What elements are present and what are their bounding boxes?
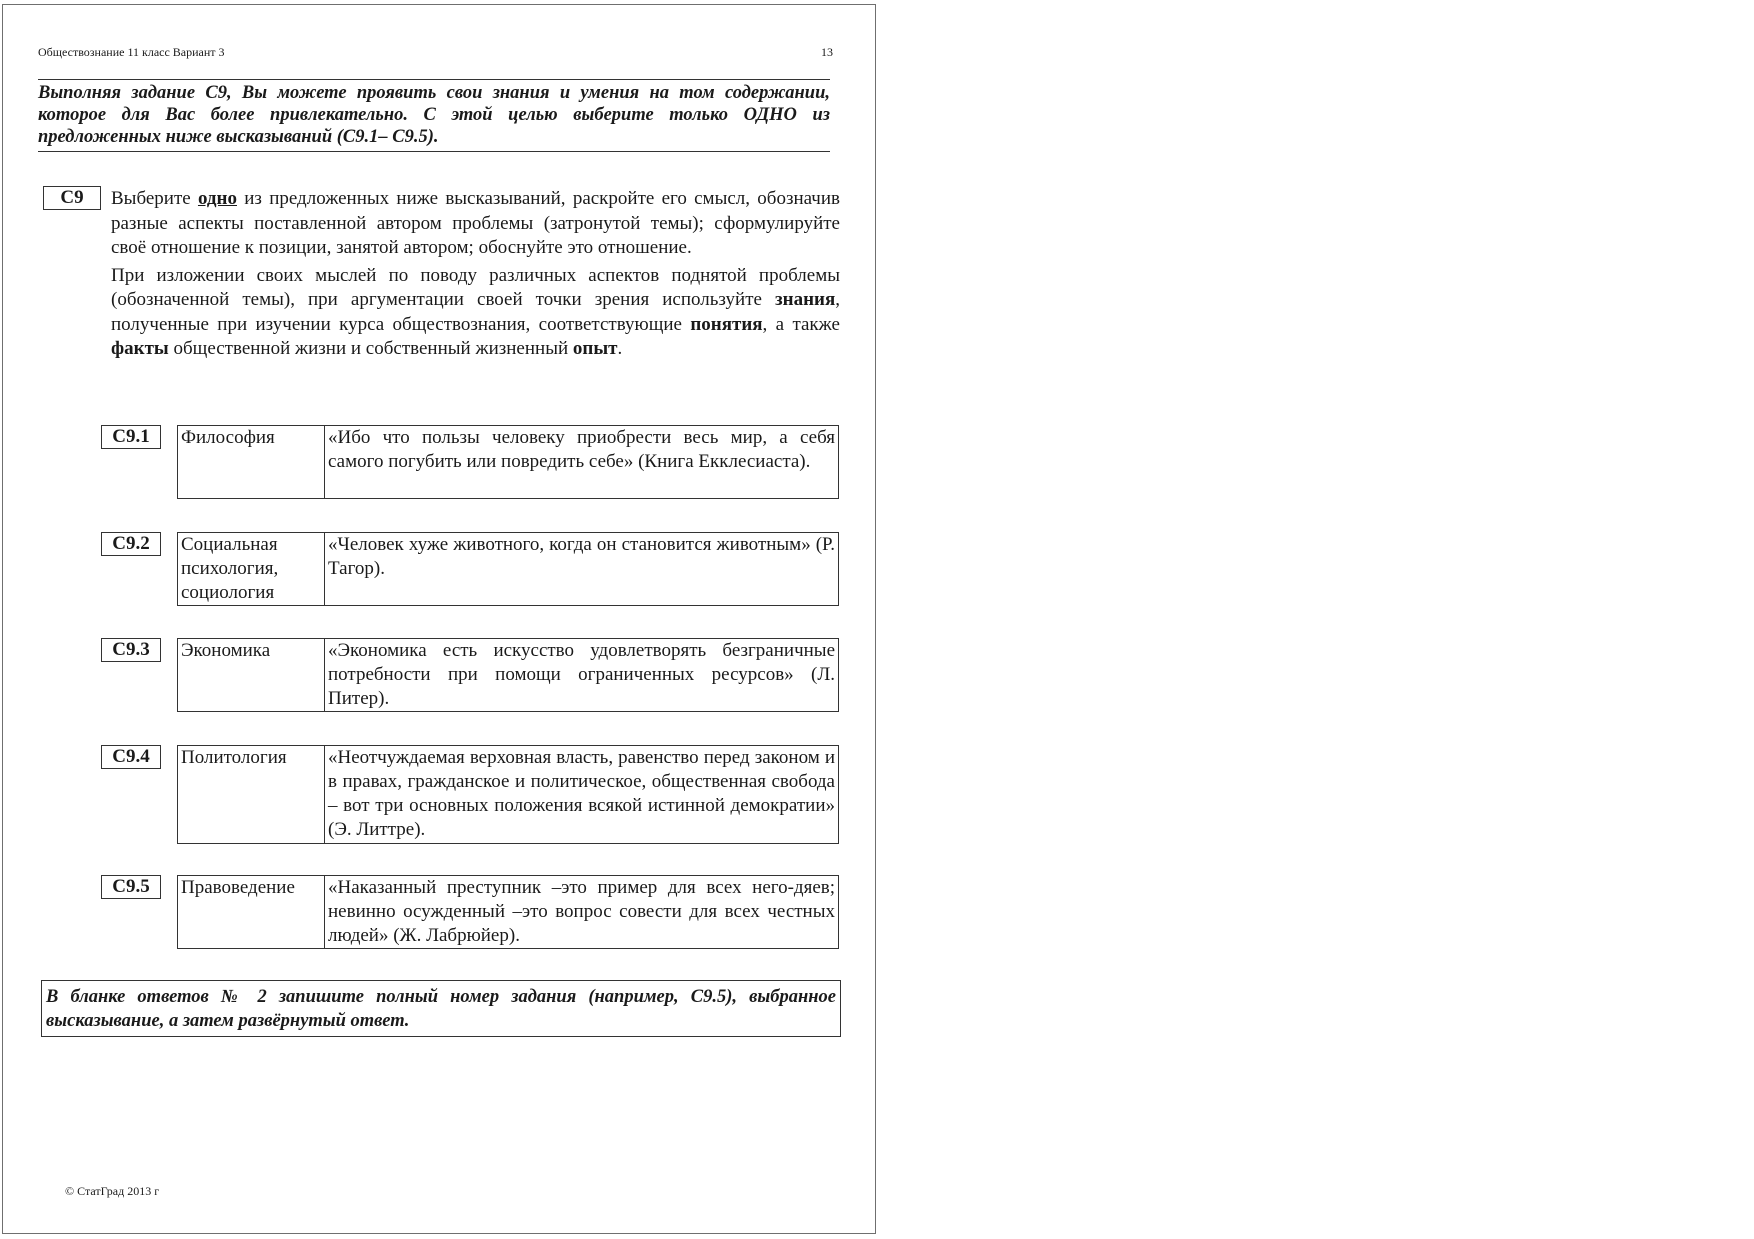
task-c9-1-label: С9.1 — [101, 425, 161, 449]
emphasis-experience: опыт — [572, 338, 618, 359]
text-fragment: общественной жизни и собственный жизненный — [168, 338, 573, 359]
task-quote: «Человек хуже животного, когда он становится животным» (Р. Тагор). — [325, 533, 839, 606]
text-fragment: , а также — [762, 313, 840, 335]
task-c9-3-label: С9.3 — [101, 638, 161, 662]
task-c9-label: С9 — [43, 186, 101, 210]
task-c9-1-table — [177, 425, 839, 499]
table-row — [178, 533, 839, 606]
task-subject: Экономика — [178, 639, 325, 712]
task-c9-2-label: С9.2 — [101, 532, 161, 556]
task-subject: Философия — [178, 426, 325, 499]
task-c9-4-label: С9.4 — [101, 745, 161, 769]
task-subject: Правоведение — [178, 876, 325, 949]
page-header-title: Обществознание 11 класс Вариант 3 — [38, 45, 225, 59]
text-fragment: , полученные при изучении курса обществознания, соответствующие — [111, 289, 840, 335]
task-quote: «Неотчуждаемая верховная власть, равенство перед законом и в правах, гражданское и политическое, общественная свобода – вот три основных положения всякой истинной демократии» (Э. Литтре). — [325, 746, 839, 844]
task-quote: «Ибо что пользы человеку приобрести весь мир, а себя самого погубить или повредить себе» (Книга Екклесиаста). — [325, 426, 839, 499]
answer-instruction-box: В бланке ответов № 2 запишите полный номер задания (например, С9.5), выбранное высказывание, а затем развёрнутый ответ. — [41, 980, 841, 1037]
copyright-footer: © СтатГрад 2013 г — [65, 1184, 160, 1198]
table-row — [178, 746, 839, 844]
task-quote: «Экономика есть искусство удовлетворять безграничные потребности при помощи ограниченных ресурсов» (Л. Питер). — [325, 639, 839, 712]
task-c9-paragraph-1 — [111, 187, 840, 261]
task-c9-text — [111, 187, 840, 365]
task-quote: «Наказанный преступник –это пример для всех него-дяев; невинно осужденный –это вопрос совести для всех честных людей» (Ж. Лабрюйер). — [325, 876, 839, 949]
emphasis-one: одно — [197, 188, 237, 209]
task-c9-5-table — [177, 875, 839, 949]
instructions-intro: Выполняя задание С9, Вы можете проявить свои знания и умения на том содержании, которое для Вас более привлекательно. С этой целью выберите только ОДНО из предложенных ниже высказываний (С9.1– С9.5). — [38, 79, 830, 152]
task-c9-4-table — [177, 745, 839, 844]
task-c9-2-table — [177, 532, 839, 606]
table-row — [178, 639, 839, 712]
text-fragment: Выберите — [111, 188, 198, 209]
text-fragment: из предложенных ниже высказываний, раскройте его смысл, обозначив разные аспекты поставленной автором проблемы (затронутой темы); сформулируйте своё отношение к позиции, занятой автором; обоснуйте это отношение. — [111, 188, 840, 258]
emphasis-facts: факты — [111, 338, 169, 359]
document-page — [2, 4, 876, 1234]
task-subject: Политология — [178, 746, 325, 844]
emphasis-concepts: понятия — [690, 313, 763, 335]
text-fragment: . — [617, 338, 623, 359]
table-row — [178, 426, 839, 499]
task-subject: Социальная психология, социология — [178, 533, 325, 606]
table-row — [178, 876, 839, 949]
emphasis-knowledge: знания — [774, 289, 836, 310]
task-c9-3-table — [177, 638, 839, 712]
task-c9-paragraph-2 — [111, 264, 840, 362]
task-c9-5-label: С9.5 — [101, 875, 161, 899]
text-fragment: При изложении своих мыслей по поводу различных аспектов поднятой проблемы (обозначенной темы), при аргументации своей точки зрения используйте — [111, 264, 840, 310]
page-number: 13 — [821, 45, 833, 59]
